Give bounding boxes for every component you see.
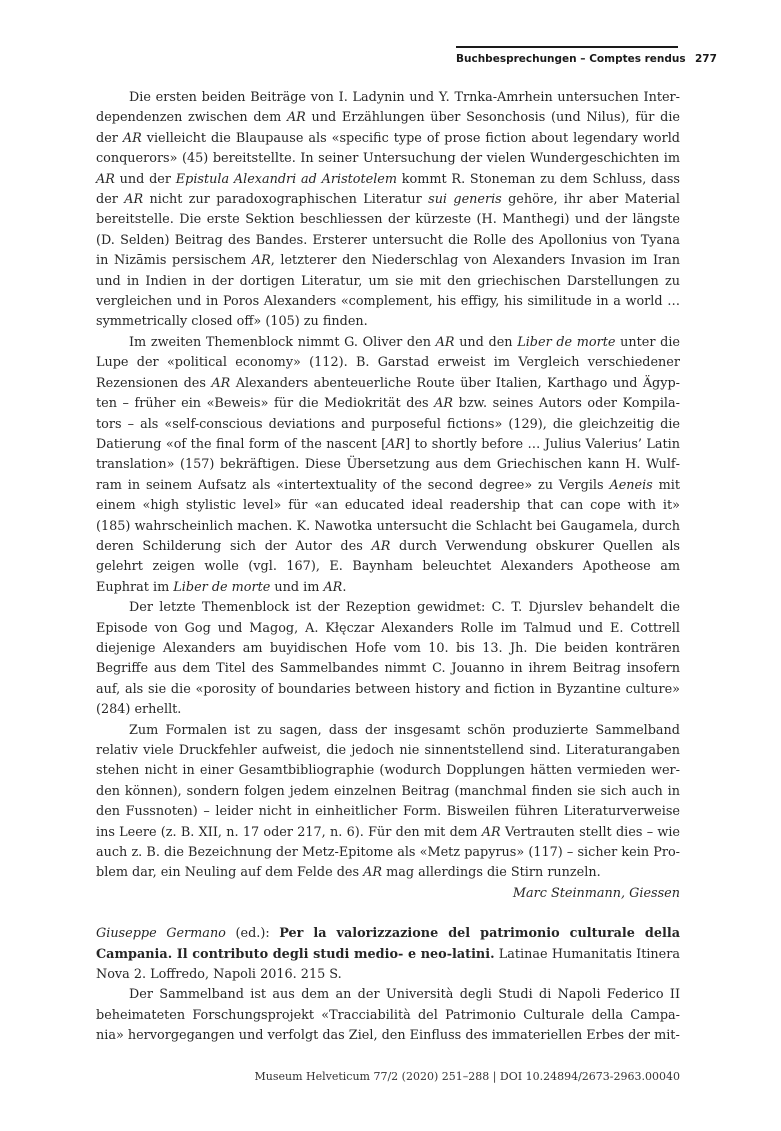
text-run: unter die Lupe der «political economy» (112). B. Garstad erweist im Vergleich verschiedener Rezensionen des — [96, 334, 681, 391]
text-run: und im — [270, 579, 324, 595]
text-run: bzw. seines Autors oder Kompilators – als «self-conscious deviations and purposeful fictions» (129), die gleichzeitig die Datierung «of the final form of the nascent [ — [96, 396, 680, 452]
paragraph — [96, 598, 680, 720]
text-run: mit einem «high stylistic level» für «an educated ideal readership that can cope with it» (185) wahrscheinlich machen. K. Nawotka untersucht die Schlacht bei Gaugamela, durch deren Schilderung sich der Autor des — [96, 477, 680, 554]
running-title: Buchbesprechungen – Comptes rendus — [456, 53, 686, 65]
italic-text: sui generis — [428, 192, 502, 208]
text-run: Vertrauten stellt dies – wie auch z. B. die Bezeichnung der Metz-Epitome als «Metz papyrus» (117) – sicher kein Problem dar, ein Neuling auf dem Felde des — [96, 824, 680, 881]
italic-text: AR — [124, 192, 144, 208]
running-head — [456, 46, 717, 72]
paragraph: Der Sammelband ist aus dem an der Università degli Studi di Napoli Federico II beheimateten Forschungsprojekt «Tracciabilità del Patrimonio Culturale della Campania» hervorgegangen und verfolgt das Ziel, den Einfluss des immateriellen Erbes der mit- — [96, 987, 680, 1044]
body-text — [96, 88, 680, 1047]
page-number: 277 — [695, 53, 717, 65]
italic-text: AR — [481, 824, 501, 840]
paragraph — [96, 88, 680, 333]
book-title: Per la valorizzazione del patrimonio culturale della Campania. Il contributo degli studi medio- e neo-latini. — [96, 926, 680, 962]
text-run: ] to shortly before … Julius Valerius’ Latin translation» (157) bekräftigen. Diese Übersetzung aus dem Griechischen kann H. Wulfram in seinem Aufsatz als «intertextuality of the second degree» zu Vergils — [96, 436, 680, 493]
italic-text: AR — [251, 253, 271, 269]
text-run: vielleicht die Blaupause als «specific type of prose fiction about legendary world conquerors» (45) bereitstellte. In seiner Untersuchung der vielen Wundergeschichten im — [96, 130, 680, 167]
text-run: Zum Formalen ist zu sagen, dass der insgesamt schön produzierte Sammelband relativ viele Druckfehler aufweist, die jedoch nie sinnentstellend sind. Literaturangaben stehen nicht in einer Gesamtbibliographie (wodurch Dopplungen hätten vermieden werden können), sondern folgen jedem einzelnen Beitrag (manchmal finden sie sich auch in den Fussnoten) – leider nicht in einheitlicher Form. Bisweilen führen Literaturverweise ins Leere (z. B. XII, n. 17 oder 217, n. 6). Für den mit dem — [96, 722, 680, 840]
reviewer-signature: Marc Steinmann, Giessen — [512, 885, 680, 901]
text-run: Alexanders abenteuerliche Route über Italien, Karthago und Ägypten – früher ein «Beweis» für die Mediokrität des — [96, 375, 680, 412]
journal-citation: Museum Helveticum 77/2 (2020) 251–288 | DOI 10.24894/2673-2963.00040 — [254, 1070, 680, 1083]
editor-suffix: (ed.): — [225, 926, 280, 942]
text-run: Die ersten beiden Beiträge von I. Ladynin und Y. Trnka-Amrhein untersuchen Interdependenzen zwischen dem — [96, 90, 680, 126]
text-run: nicht zur paradoxographischen Literatur — [143, 192, 429, 208]
header-rule — [456, 46, 678, 48]
italic-text: Liber de morte — [173, 579, 271, 595]
text-run: gehöre, ihr aber Material bereitstelle. Die erste Sektion beschliessen der kürzeste (H. Manthegi) und der längste (D. Selden) Beitrag des Bandes. Ersterer untersucht die Rolle des Apollonius von Tyana in Nizāmis persischem — [96, 192, 680, 269]
italic-text: AR — [96, 171, 115, 187]
italic-text: AR — [122, 130, 142, 146]
text-run: kommt R. Stoneman zu dem Schluss, dass der — [96, 171, 680, 208]
italic-text: AR — [371, 538, 391, 554]
italic-text: AR — [386, 436, 406, 452]
italic-text: Liber de morte — [517, 334, 616, 350]
italic-text: AR — [435, 334, 455, 350]
text-run: Im zweiten Themenblock nimmt G. Oliver den — [129, 334, 436, 350]
italic-text: AR — [434, 396, 454, 412]
text-run: . — [342, 579, 347, 595]
text-run: Der letzte Themenblock ist der Rezeption gewidmet: C. T. Djurslev behandelt die Episode von Gog und Magog, A. Kłęczar Alexanders Rolle im Talmud und E. Cottrell diejenige Alexanders am buyidischen Hofe vom 10. bis 13. Jh. Die beiden konträren Begriffe aus dem Titel des Sammelbandes nimmt C. Jouanno in ihrem Beitrag insofern auf, als sie die «porosity of boundaries between history and fiction in Byzantine culture» (284) erhellt. — [96, 600, 680, 718]
text-run: und der — [114, 171, 176, 187]
italic-text: Epistula Alexandri ad Aristotelem — [175, 171, 398, 187]
italic-text: AR — [286, 110, 306, 126]
publication-info: Latinae Humanitatis Itinera Nova 2. Loffredo, Napoli 2016. 215 S. — [96, 946, 680, 983]
text-run: mag allerdings die Stirn runzeln. — [382, 865, 601, 881]
italic-text: Aeneis — [609, 477, 653, 493]
paragraph — [96, 333, 680, 598]
italic-text: AR — [363, 865, 383, 881]
review-citation — [96, 924, 680, 985]
text-run: , letzterer den Niederschlag von Alexanders Invasion im Iran und in Indien in der dortigen Literatur, um sie mit den griechischen Darstellungen zu vergleichen und in Poros Alexanders «complement, his effigy, his similitude in a world … symmetrically closed off» (105) zu finden. — [96, 253, 680, 330]
editor-name: Giuseppe Germano — [96, 926, 226, 942]
paragraph — [96, 721, 680, 884]
text-run: und Erzählungen über Sesonchosis (und Nilus), für die der — [96, 110, 680, 146]
text-run: durch Verwendung obskurer Quellen als gelehrt zeigen wolle (vgl. 167), E. Baynham beleuchtet Alexanders Apotheose am Euphrat im — [96, 538, 680, 595]
italic-text: AR — [211, 375, 231, 391]
italic-text: AR — [323, 579, 343, 595]
text-run: und den — [454, 334, 518, 350]
